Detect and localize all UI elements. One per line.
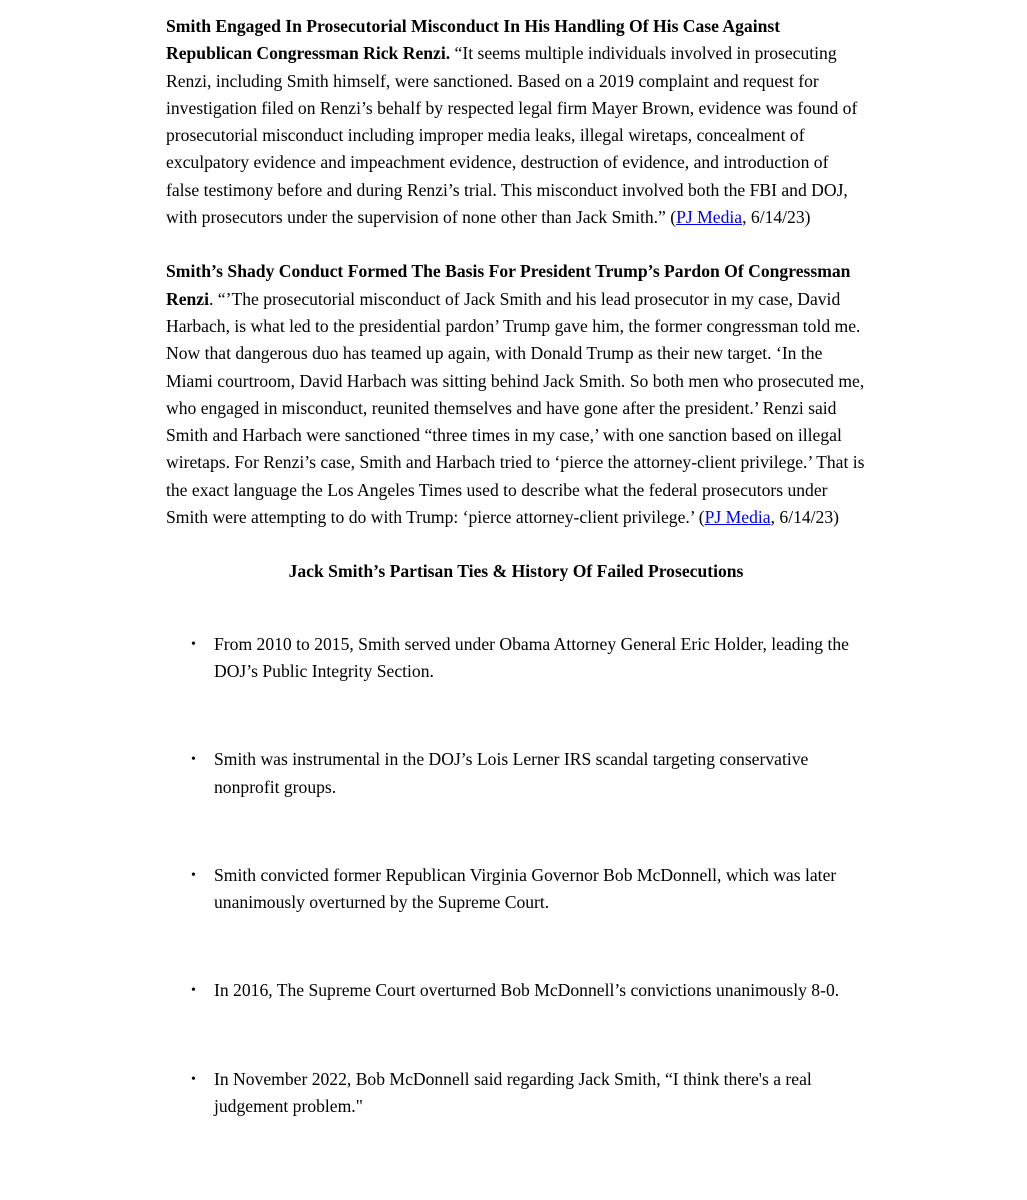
paragraph-body: “It seems multiple individuals involved in prosecuting Renzi, including Smith himself, were sanctioned. Based on a 2019 complaint and request for investigation filed on Renzi’s behalf by respected legal firm Mayer Brown, evidence was found of prosecutorial misconduct including improper media leaks, illegal wiretaps, concealment of exculpatory evidence and impeachment evidence, destruction of evidence, and introduction of false testimony before and during Renzi’s trial. This misconduct involved both the FBI and DOJ, with prosecutors under the supervision of none other than Jack Smith.” (	[166, 43, 858, 228]
document-page	[166, 13, 866, 1120]
paragraph-renzi-misconduct	[166, 13, 866, 231]
paragraph-body: . “’The prosecutorial misconduct of Jack Smith and his lead prosecutor in my case, David Harbach, is what led to the presidential pardon’ Trump gave him, the former congressman told me. Now that dangerous duo has teamed up again, with Donald Trump as their new target. ‘In the Miami courtroom, David Harbach was sitting behind Jack Smith. So both men who prosecuted me, who engaged in misconduct, reunited themselves and have gone after the president.’ Renzi said Smith and Harbach were sanctioned “three times in my case,’ with one sanction based on illegal wiretaps. For Renzi’s case, Smith and Harbach tried to ‘pierce the attorney-client privilege.’ That is the exact language the Los Angeles Times used to describe what the federal prosecutors under Smith were attempting to do with Trump: ‘pierce attorney-client privilege.’ (	[166, 288, 865, 528]
list-item-text: From 2010 to 2015, Smith served under Obama Attorney General Eric Holder, leading the DOJ’s Public Integrity Section.	[214, 633, 849, 681]
list-item-text: In November 2022, Bob McDonnell said regarding Jack Smith, “I think there's a real judgement problem."	[214, 1068, 812, 1117]
paragraph-lead-heading: Smith Engaged In Prosecutorial Misconduct In His Handling Of His Case Against Republican Congressman Rick Renzi.	[166, 16, 781, 64]
list-item-text: Smith convicted former Republican Virginia Governor Bob McDonnell, which was later unanimously overturned by the Supreme Court.	[214, 864, 837, 913]
list-item-text: Smith was instrumental in the DOJ’s Lois Lerner IRS scandal targeting conservative nonprofit groups.	[214, 749, 809, 797]
bullet-icon: •	[191, 1071, 196, 1087]
bullet-icon: •	[191, 636, 196, 652]
source-link-pj-media[interactable]: PJ Media	[676, 207, 743, 228]
citation-date: , 6/14/23)	[770, 507, 840, 528]
list-item	[166, 977, 866, 1004]
list-item	[166, 1066, 866, 1121]
list-item-text: In 2016, The Supreme Court overturned Bob McDonnell’s convictions unanimously 8-0.	[214, 980, 840, 1001]
list-item	[166, 862, 866, 917]
list-item	[166, 746, 866, 801]
list-item	[166, 631, 866, 686]
bullet-icon: •	[191, 983, 196, 999]
source-link-pj-media[interactable]: PJ Media	[704, 507, 771, 528]
bullet-icon: •	[191, 867, 196, 883]
paragraph-renzi-pardon	[166, 258, 866, 531]
citation-date: , 6/14/23)	[742, 207, 811, 228]
bullet-list	[166, 631, 866, 1121]
section-heading: Jack Smith’s Partisan Ties & History Of Failed Prosecutions	[288, 561, 744, 582]
paragraph-lead-heading: Smith’s Shady Conduct Formed The Basis For President Trump’s Pardon Of Congressman Renzi	[166, 261, 851, 309]
bullet-icon: •	[191, 752, 196, 768]
